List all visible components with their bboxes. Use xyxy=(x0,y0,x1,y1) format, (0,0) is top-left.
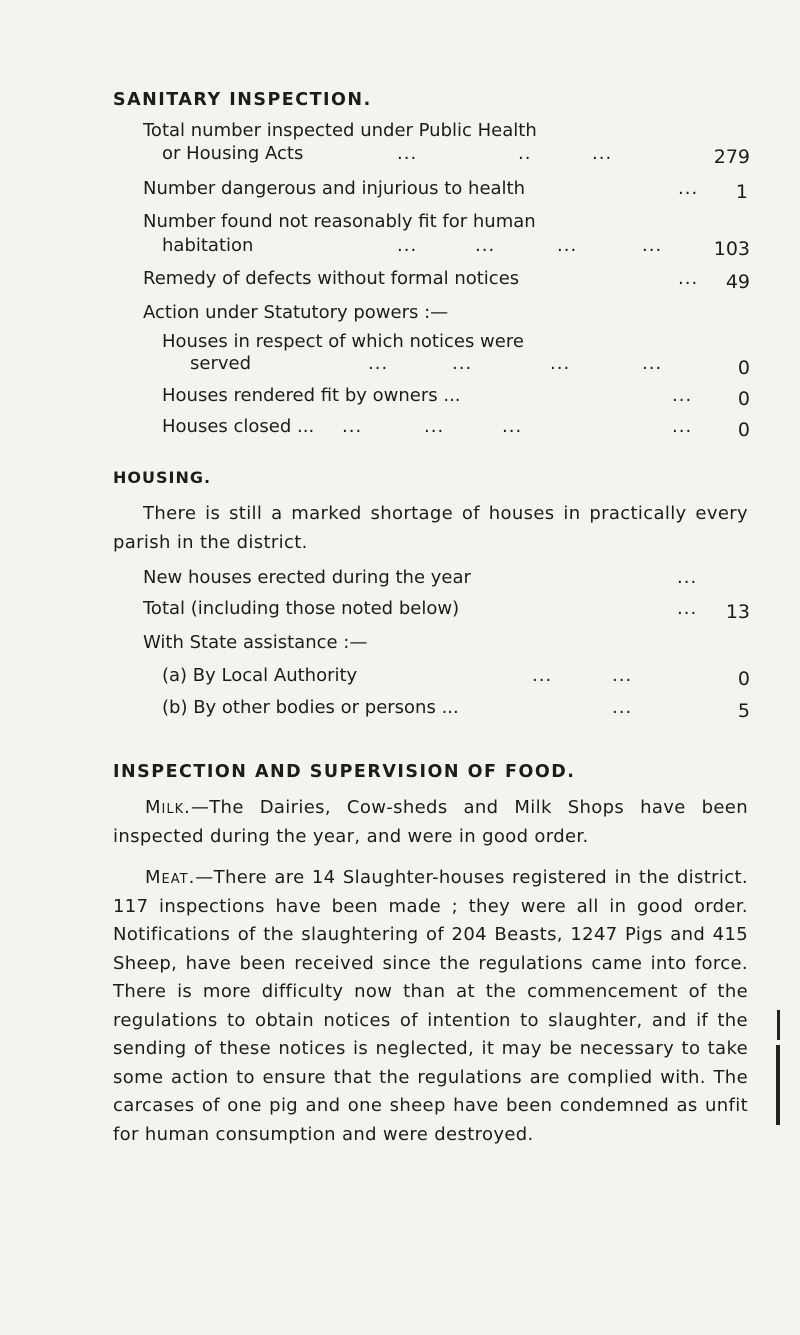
dangerous-label: Number dangerous and injurious to health ... xyxy=(143,178,699,199)
closed-label: Houses closed ... ... ... ... ... xyxy=(162,416,693,437)
total-inspected-label-line2: or Housing Acts ... .. ... xyxy=(162,143,613,164)
local-authority-label: (a) By Local Authority ... ... xyxy=(162,665,633,686)
total-houses-value: 13 xyxy=(725,601,750,623)
milk-lead: Milk. xyxy=(145,797,191,818)
other-bodies-label: (b) By other bodies or persons ... ... xyxy=(162,697,633,718)
rendered-fit-value: 0 xyxy=(737,388,750,410)
notices-label-line2: served ... ... ... ... xyxy=(190,353,663,374)
remedy-value: 49 xyxy=(725,271,750,293)
not-fit-label-line1: Number found not reasonably fit for human xyxy=(143,211,536,232)
local-authority-value: 0 xyxy=(737,668,750,690)
milk-paragraph xyxy=(113,794,748,851)
notices-label-line1: Houses in respect of which notices were xyxy=(162,331,524,352)
food-heading: INSPECTION AND SUPERVISION OF FOOD. xyxy=(113,762,576,782)
state-assistance-label: With State assistance :— xyxy=(143,632,368,653)
dangerous-value: 1 xyxy=(735,181,748,203)
milk-text: —The Dairies, Cow-sheds and Milk Shops have been inspected during the year, and were in good order. xyxy=(113,797,748,847)
sanitary-heading: SANITARY INSPECTION. xyxy=(113,90,372,110)
meat-text: —There are 14 Slaughter-houses registered in the district. 117 inspections have been made ; they were all in good order. Notifications of the slaughtering of 204 Beasts, 1247 Pigs and 415 Sheep, have been received since the regulations came into force. There is more difficulty now than at the commencement of the regulations to obtain notices of intention to slaughter, and if the sending of these notices is neglected, it may be necessary to take some action to ensure that the regulations are complied with. The carcases of one pig and one sheep have been condemned as unfit for human consumption and were destroyed. xyxy=(113,867,748,1145)
not-fit-label-line2: habitation ... ... ... ... xyxy=(162,235,663,256)
total-inspected-label-line1: Total number inspected under Public Health xyxy=(143,120,537,141)
statutory-label: Action under Statutory powers :— xyxy=(143,302,449,323)
not-fit-value: 103 xyxy=(713,238,750,260)
housing-heading: HOUSING. xyxy=(113,468,212,487)
total-houses-label: Total (including those noted below) ... xyxy=(143,598,698,619)
scan-edge-mark xyxy=(777,1010,780,1040)
housing-shortage-paragraph: There is still a marked shortage of houses in practically every parish in the district. xyxy=(113,503,748,553)
meat-lead: Meat. xyxy=(145,867,196,888)
other-bodies-value: 5 xyxy=(737,700,750,722)
scan-edge-mark xyxy=(776,1045,780,1125)
meat-paragraph xyxy=(113,864,748,1149)
total-inspected-value: 279 xyxy=(713,146,750,168)
notices-value: 0 xyxy=(737,357,750,379)
remedy-label: Remedy of defects without formal notices ... xyxy=(143,268,699,289)
rendered-fit-label: Houses rendered fit by owners ... ... xyxy=(162,385,693,406)
new-houses-label: New houses erected during the year ... xyxy=(143,567,698,588)
closed-value: 0 xyxy=(737,419,750,441)
